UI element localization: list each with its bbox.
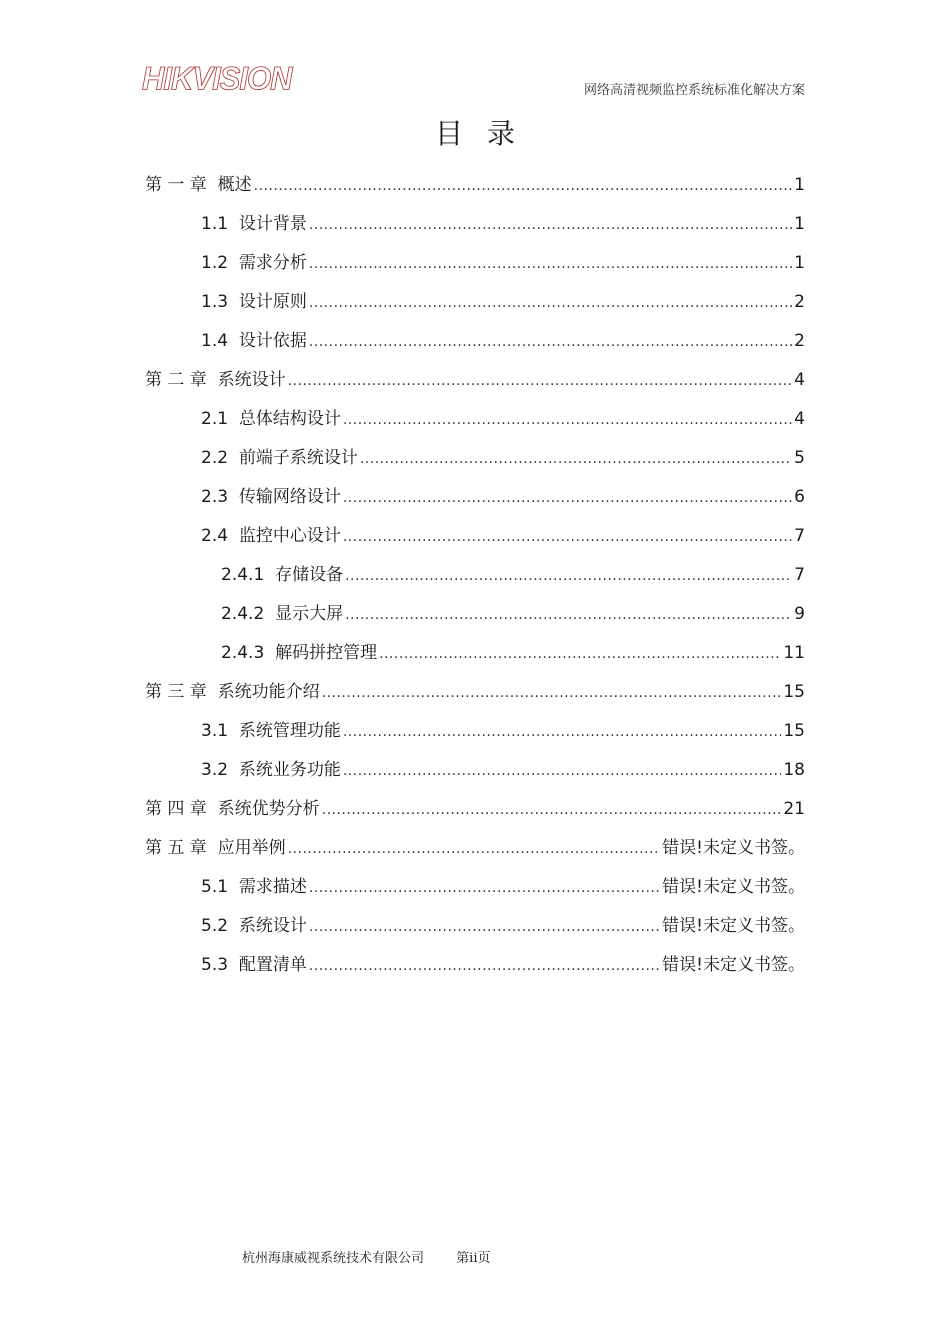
toc-leader-dots bbox=[309, 869, 660, 908]
toc-leader-dots bbox=[343, 401, 792, 440]
toc-leader-dots bbox=[322, 674, 782, 713]
toc-entry[interactable] bbox=[201, 439, 805, 478]
toc-entry[interactable] bbox=[201, 478, 805, 517]
toc-entry[interactable] bbox=[145, 790, 805, 829]
toc-leader-dots bbox=[288, 362, 793, 401]
toc-entry-page: 2 bbox=[794, 292, 805, 312]
hikvision-logo bbox=[142, 60, 292, 97]
toc-entry-label: 1.3 设计原则 bbox=[201, 292, 307, 312]
toc-entry-label: 2.4.1 存储设备 bbox=[221, 565, 344, 585]
toc-entry-label: 5.1 需求描述 bbox=[201, 877, 307, 897]
toc-leader-dots bbox=[288, 830, 661, 869]
toc-entry-page: 错误!未定义书签。 bbox=[662, 955, 805, 975]
toc-entry-label: 2.3 传输网络设计 bbox=[201, 487, 341, 507]
toc-leader-dots bbox=[309, 323, 792, 362]
toc-entry-page: 错误!未定义书签。 bbox=[662, 838, 805, 858]
toc-entry-page: 错误!未定义书签。 bbox=[662, 877, 805, 897]
toc-title: 目录 bbox=[434, 117, 539, 150]
toc-entry-page: 错误!未定义书签。 bbox=[662, 916, 805, 936]
toc-leader-dots bbox=[343, 518, 792, 557]
toc-entry-label: 1.4 设计依据 bbox=[201, 331, 307, 351]
toc-entry[interactable] bbox=[145, 166, 805, 205]
toc-leader-dots bbox=[309, 245, 792, 284]
toc-entry-label: 5.3 配置清单 bbox=[201, 955, 307, 975]
toc-entry-label: 1.2 需求分析 bbox=[201, 253, 307, 273]
toc-entry-page: 1 bbox=[794, 214, 805, 234]
toc-leader-dots bbox=[345, 557, 792, 596]
toc-entry-page: 18 bbox=[783, 760, 805, 780]
toc-entry[interactable] bbox=[201, 751, 805, 790]
toc-entry-page: 4 bbox=[794, 370, 805, 390]
toc-entry[interactable] bbox=[145, 829, 805, 868]
toc-leader-dots bbox=[309, 908, 660, 947]
toc-leader-dots bbox=[345, 596, 792, 635]
toc-entry-page: 15 bbox=[783, 682, 805, 702]
toc-leader-dots bbox=[322, 791, 782, 830]
toc-leader-dots bbox=[254, 167, 793, 206]
toc-leader-dots bbox=[360, 440, 792, 479]
toc-entry-label: 第 二 章 系统设计 bbox=[145, 370, 286, 390]
toc-leader-dots bbox=[343, 479, 792, 518]
toc-entry-page: 21 bbox=[783, 799, 805, 819]
toc-entry-label: 5.2 系统设计 bbox=[201, 916, 307, 936]
toc-entry-page: 5 bbox=[794, 448, 805, 468]
toc-entry-label: 2.4.2 显示大屏 bbox=[221, 604, 344, 624]
toc-entry[interactable] bbox=[201, 946, 805, 985]
toc-leader-dots bbox=[343, 752, 782, 791]
toc-entry-label: 第 五 章 应用举例 bbox=[145, 838, 286, 858]
toc-entry[interactable] bbox=[201, 244, 805, 283]
toc-entry-page: 2 bbox=[794, 331, 805, 351]
toc-entry-label: 第 三 章 系统功能介绍 bbox=[145, 682, 320, 702]
toc-entry-label: 2.2 前端子系统设计 bbox=[201, 448, 358, 468]
toc-leader-dots bbox=[309, 206, 792, 245]
toc-entry-label: 2.4 监控中心设计 bbox=[201, 526, 341, 546]
document-header-title: 网络高清视频监控系统标准化解决方案 bbox=[583, 83, 805, 98]
toc-entry-page: 15 bbox=[783, 721, 805, 741]
toc-leader-dots bbox=[309, 947, 660, 986]
toc-entry-label: 1.1 设计背景 bbox=[201, 214, 307, 234]
toc-entry[interactable] bbox=[201, 868, 805, 907]
toc-entry-label: 3.1 系统管理功能 bbox=[201, 721, 341, 741]
toc-entry-page: 4 bbox=[794, 409, 805, 429]
toc-leader-dots bbox=[379, 635, 781, 674]
footer-page-number: 第ii页 bbox=[456, 1251, 491, 1266]
toc-entry[interactable] bbox=[201, 712, 805, 751]
toc-entry-page: 11 bbox=[783, 643, 805, 663]
toc-leader-dots bbox=[309, 284, 792, 323]
toc-entry[interactable] bbox=[145, 361, 805, 400]
toc-entry-page: 1 bbox=[794, 175, 805, 195]
toc-entry[interactable] bbox=[201, 400, 805, 439]
toc-entry[interactable] bbox=[221, 556, 805, 595]
toc-entry[interactable] bbox=[145, 673, 805, 712]
toc-entry[interactable] bbox=[221, 595, 805, 634]
toc-entry[interactable] bbox=[221, 634, 805, 673]
toc-entry[interactable] bbox=[201, 283, 805, 322]
toc-entry-page: 1 bbox=[794, 253, 805, 273]
toc-entry[interactable] bbox=[201, 907, 805, 946]
toc-entry-label: 3.2 系统业务功能 bbox=[201, 760, 341, 780]
toc-entry-page: 7 bbox=[794, 526, 805, 546]
toc-leader-dots bbox=[343, 713, 782, 752]
toc-entry-page: 6 bbox=[794, 487, 805, 507]
toc-entry[interactable] bbox=[201, 517, 805, 556]
toc-entry-label: 第 一 章 概述 bbox=[145, 175, 252, 195]
footer-company: 杭州海康威视系统技术有限公司 bbox=[242, 1251, 425, 1266]
toc-entry-page: 7 bbox=[794, 565, 805, 585]
toc-entry-label: 2.1 总体结构设计 bbox=[201, 409, 341, 429]
toc-entry-label: 2.4.3 解码拼控管理 bbox=[221, 643, 378, 663]
toc-entry-label: 第 四 章 系统优势分析 bbox=[145, 799, 320, 819]
toc-entry-page: 9 bbox=[794, 604, 805, 624]
toc-entry[interactable] bbox=[201, 205, 805, 244]
page-footer bbox=[242, 1247, 490, 1266]
logo-text: HIKVISION bbox=[142, 60, 292, 97]
toc-entry[interactable] bbox=[201, 322, 805, 361]
